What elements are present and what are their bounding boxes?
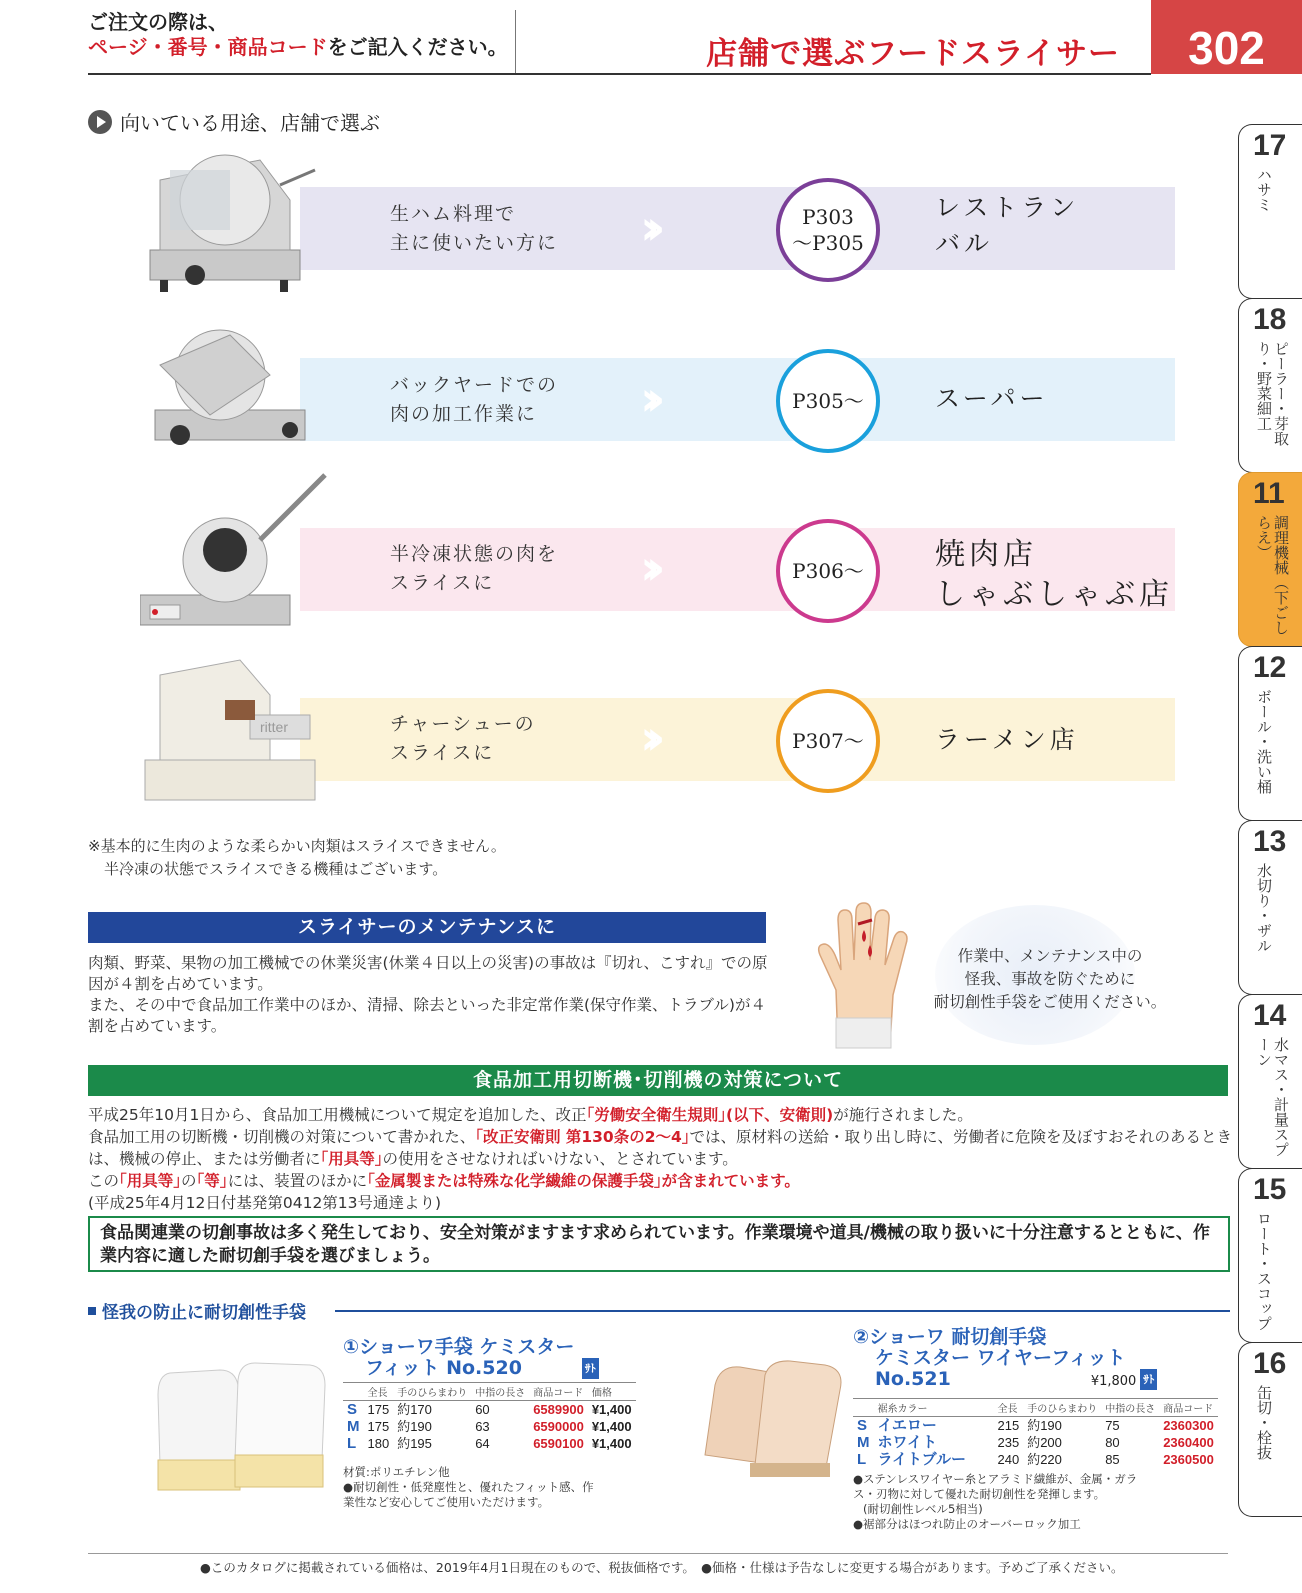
footer-rule [88, 1553, 1228, 1554]
page-ref-4: P307〜 [792, 729, 864, 753]
tab-label: 水マス・計量スプーン [1255, 1037, 1290, 1157]
glove-recommendation-line2: 怪我、事故を防ぐために [964, 970, 1136, 988]
regulation-line-1 [88, 1104, 1238, 1126]
regulation-l3a: この [88, 1172, 120, 1190]
length-cell: 215 [997, 1418, 1020, 1433]
palm-cell: 約190 [1027, 1418, 1062, 1433]
regulation-l3b: の [181, 1172, 197, 1190]
finger-cell: 60 [475, 1402, 490, 1417]
usage-purpose-2 [390, 371, 558, 429]
maintenance-paragraph-2: また、その中で食品加工作業中のほか、清掃、除去といった非定常作業(保守作業、トラブル)が４割を占めています。 [88, 996, 766, 1035]
product-1-name-line1: ①ショーワ手袋 ケミスター [343, 1336, 575, 1358]
size-cell: L [347, 1435, 357, 1452]
store-type-2 [935, 381, 1049, 417]
store-type-1-line1: レストラン [935, 193, 1080, 222]
section-heading-text: 向いている用途、店舗で選ぶ [120, 111, 380, 135]
tab-label: ハサミ [1255, 167, 1273, 212]
page-ref-1-line2: 〜P305 [792, 231, 864, 255]
regulation-l1b: が施行されました。 [833, 1106, 973, 1124]
table-row [343, 1418, 636, 1435]
spec-header: 手のひらまわり [393, 1383, 471, 1401]
price-cell: ¥1,400 [591, 1402, 632, 1417]
store-type-4 [935, 722, 1079, 758]
product-code-cell: 2360400 [1163, 1435, 1214, 1450]
product-code-cell: 2360300 [1163, 1418, 1214, 1433]
store-type-3-line1: 焼肉店 [935, 537, 1037, 572]
glove-recommendation-line3: 耐切創性手袋をご使用ください。 [933, 993, 1167, 1011]
product-2-desc-2: (耐切創性レベル5相当) [863, 1502, 983, 1516]
spec-header: 商品コード [1159, 1399, 1218, 1417]
chevron-right-icon: ›› [640, 710, 652, 766]
glove-recommendation-line1: 作業中、メンテナンス中の [957, 947, 1143, 965]
table-row [343, 1435, 636, 1452]
table-row [343, 1401, 636, 1419]
price-cell: ¥1,400 [591, 1419, 632, 1434]
length-cell: 175 [367, 1419, 390, 1434]
spec-header: 全長 [994, 1399, 1024, 1417]
palm-cell: 約170 [397, 1402, 432, 1417]
product-code-cell: 6589900 [533, 1402, 584, 1417]
usage-note-line1: ※基本的に生肉のような柔らかい肉類はスライスできません。 [88, 837, 506, 855]
product-2-desc-1: ●ステンレスワイヤー糸とアラミド繊維が、金属・ガラス・刃物に対して優れた耐切創性を発揮します。 [853, 1472, 1138, 1501]
store-type-1 [935, 190, 1079, 262]
spec-header-row [343, 1383, 636, 1401]
usage-purpose-3-line1: 半冷凍状態の肉を [390, 543, 559, 565]
spec-header: 価格 [588, 1383, 636, 1401]
tab-number: 17 [1253, 129, 1287, 162]
product-2-name-line2: ケミスター ワイヤーフィット [875, 1347, 1126, 1369]
play-arrow-icon [88, 110, 112, 134]
tab-number: 16 [1253, 1347, 1287, 1380]
regulation-l2r2: ｢用具等｣ [320, 1150, 383, 1168]
footer-note: ●このカタログに掲載されている価格は、2019年4月1日現在のもので、税抜価格です。 ●価格・仕様は予告なしに変更する場合があります。予めご了承ください。 [200, 1560, 1124, 1575]
slicer-machine-image-2 [140, 315, 330, 470]
page-ref-3: P306〜 [792, 559, 864, 583]
white-glove-image [150, 1355, 340, 1500]
tab-number: 15 [1253, 1173, 1287, 1206]
regulation-source: (平成25年4月12日付基発第0412第13号通達より) [88, 1194, 442, 1212]
product-2-description [853, 1472, 1153, 1532]
length-cell: 175 [367, 1402, 390, 1417]
usage-purpose-4-line2: スライスに [390, 742, 495, 764]
color-cell: ライトブルー [877, 1451, 967, 1468]
usage-purpose-1 [390, 200, 558, 258]
wire-glove-image [695, 1355, 855, 1485]
tab-number: 18 [1253, 303, 1287, 336]
tab-label: 水切り・ザル [1255, 863, 1273, 953]
size-cell: S [347, 1401, 358, 1418]
page-ref-circle-1 [776, 178, 880, 282]
tab-label: 調理機械（下ごしらえ） [1255, 515, 1290, 635]
safety-callout: 食品関連業の切創事故は多く発生しており、安全対策がますます求められています。作業環境や道具/機械の取り扱いに十分注意するとともに、作業内容に適した耐切創手袋を選びましょう。 [88, 1216, 1230, 1272]
product-code-cell: 6590100 [533, 1436, 584, 1451]
product-2-tag: ｻﾄ [1140, 1369, 1157, 1390]
tab-17[interactable] [1238, 124, 1302, 299]
product-2-desc-3: ●裾部分はほつれ防止のオーバーロック加工 [853, 1517, 1081, 1531]
square-bullet-icon [88, 1307, 96, 1315]
section-heading [88, 107, 380, 136]
gloves-heading-rule [335, 1310, 1230, 1312]
regulation-l2c: の使用をさせなければいけない、とされています。 [382, 1150, 738, 1168]
table-row [853, 1434, 1218, 1451]
tab-number: 13 [1253, 825, 1287, 858]
spec-header [853, 1399, 874, 1417]
spec-header: 全長 [364, 1383, 394, 1401]
product-2-name [853, 1327, 1157, 1392]
regulation-line-2 [88, 1126, 1238, 1170]
regulation-l2r: ｢改正安衛則 第130条の2〜4｣ [475, 1128, 690, 1146]
palm-cell: 約195 [397, 1436, 432, 1451]
tab-label: ボール・洗い桶 [1255, 689, 1273, 794]
color-cell: ホワイト [877, 1434, 938, 1451]
slicer-machine-image-3 [140, 470, 330, 645]
chevron-right-icon: ›› [640, 540, 652, 596]
length-cell: 240 [997, 1452, 1020, 1467]
product-1-name-line2: フィット No.520 [365, 1357, 522, 1379]
regulation-l1r: ｢労働安全衛生規則｣(以下、安衛則) [586, 1106, 834, 1124]
usage-purpose-3-line2: スライスに [390, 572, 495, 594]
product-1-spec-table [343, 1382, 636, 1452]
tab-15[interactable] [1238, 1168, 1302, 1343]
regulation-line-3 [88, 1170, 1238, 1192]
finger-cell: 64 [475, 1436, 490, 1451]
palm-cell: 約190 [397, 1419, 432, 1434]
finger-cell: 80 [1105, 1435, 1120, 1450]
glove-recommendation [920, 945, 1180, 1014]
spec-header: 中指の長さ [471, 1383, 529, 1401]
order-note [88, 10, 516, 74]
tab-16[interactable] [1238, 1342, 1302, 1517]
product-2-price: ¥1,800 [1090, 1374, 1137, 1389]
tab-18[interactable] [1238, 298, 1302, 473]
tab-label: ピーラー・芽取り・野菜細工 [1255, 341, 1290, 446]
chevron-right-icon: ›› [640, 371, 652, 427]
ritter-logo: ritter [260, 719, 288, 735]
usage-purpose-3 [390, 540, 558, 598]
tab-13[interactable] [1238, 820, 1302, 995]
tab-number: 11 [1253, 477, 1285, 510]
usage-purpose-4 [390, 710, 536, 768]
header-rule [88, 73, 1151, 75]
injured-hand-icon [808, 900, 918, 1050]
page-ref-1-line1: P303 [802, 205, 854, 229]
product-1-description [343, 1465, 603, 1510]
usage-purpose-4-line1: チャーシューの [390, 713, 536, 735]
order-note-highlight: ページ・番号・商品コード [88, 35, 328, 59]
finger-cell: 85 [1105, 1452, 1120, 1467]
store-type-3-line2: しゃぶしゃぶ店 [935, 577, 1173, 612]
tab-label: 缶切・栓抜 [1255, 1385, 1273, 1460]
spec-header: 裾糸カラー [874, 1399, 994, 1417]
gloves-heading-text: 怪我の防止に耐切創性手袋 [102, 1303, 306, 1323]
order-note-line2 [88, 34, 515, 60]
color-cell: イエロー [877, 1417, 937, 1434]
regulation-l3r2: ｢等｣ [196, 1172, 228, 1190]
tab-number: 14 [1253, 999, 1287, 1032]
product-1-name-line2-row [343, 1358, 599, 1379]
palm-cell: 約220 [1027, 1452, 1062, 1467]
size-cell: L [857, 1451, 867, 1468]
size-cell: M [857, 1434, 870, 1451]
spec-header: 手のひらまわり [1023, 1399, 1101, 1417]
table-row [853, 1451, 1218, 1468]
finger-cell: 75 [1105, 1418, 1120, 1433]
regulation-l1a: 平成25年10月1日から、食品加工用機械について規定を追加した、改正 [88, 1106, 587, 1124]
spec-header: 中指の長さ [1101, 1399, 1159, 1417]
regulation-l3c: には、装置のほかに [227, 1172, 368, 1190]
order-note-rest: をご記入ください。 [327, 35, 508, 59]
usage-purpose-1-line2: 主に使いたい方に [390, 232, 559, 254]
usage-note [88, 835, 506, 881]
tab-label: ロート・スコップ [1255, 1211, 1273, 1331]
product-2-name-line1: ②ショーワ 耐切創手袋 [853, 1326, 1047, 1348]
chevron-right-icon: ›› [640, 200, 652, 256]
page-ref-circle-3 [776, 519, 880, 623]
product-2-name-line3: No.521 [875, 1368, 951, 1390]
order-note-line1: ご注文の際は、 [88, 10, 228, 34]
finger-cell: 63 [475, 1419, 490, 1434]
size-cell: M [347, 1418, 360, 1435]
store-type-1-line2: バル [935, 229, 994, 258]
tab-14[interactable] [1238, 994, 1302, 1169]
product-2-name-line3-row [853, 1369, 1157, 1392]
tab-number: 12 [1253, 651, 1287, 684]
tab-12[interactable] [1238, 646, 1302, 821]
page-ref-circle-4 [776, 689, 880, 793]
store-type-4-line1: ラーメン店 [935, 725, 1079, 754]
store-type-3 [935, 535, 1173, 615]
maintenance-title: スライサーのメンテナンスに [88, 912, 766, 943]
maintenance-text [88, 953, 778, 1037]
regulation-text [88, 1104, 1238, 1214]
product-1-tag: ｻﾄ [582, 1358, 599, 1379]
regulation-title: 食品加工用切断機･切削機の対策について [88, 1065, 1228, 1096]
store-type-2-line1: スーパー [935, 384, 1049, 413]
slicer-machine-image-4 [140, 655, 330, 815]
regulation-l3r1: ｢用具等｣ [119, 1172, 182, 1190]
regulation-l2a: 食品加工用の切断機・切削機の対策について書かれた、 [88, 1128, 476, 1146]
usage-purpose-1-line1: 生ハム料理で [390, 203, 517, 225]
product-code-cell: 2360500 [1163, 1452, 1214, 1467]
tab-11[interactable] [1238, 472, 1302, 647]
product-1-desc: ●耐切創性・低発塵性と、優れたフィット感、作業性など安心してご使用いただけます。 [343, 1480, 594, 1509]
page-ref-circle-2 [776, 349, 880, 453]
page-title: 店舗で選ぶフードスライサー [706, 36, 1120, 72]
price-cell: ¥1,400 [591, 1436, 632, 1451]
product-1-material: 材質:ポリエチレン他 [343, 1465, 450, 1479]
spec-header [343, 1383, 364, 1401]
regulation-l2b: では、原材料の送給・取り出し時に、労働者に危険を及ぼすおそれのあるときは、機械の停止、または労働者に [88, 1128, 1233, 1168]
page-ref-2: P305〜 [792, 389, 864, 413]
slicer-machine-image-1 [140, 140, 330, 305]
product-1-name [343, 1337, 599, 1379]
spec-header: 商品コード [529, 1383, 588, 1401]
usage-note-line2: 半冷凍の状態でスライスできる機種はございます。 [104, 860, 448, 878]
product-2-spec-table [853, 1398, 1218, 1468]
regulation-l3r3: ｢金属製または特殊な化学繊維の保護手袋｣が含まれています。 [367, 1172, 800, 1190]
usage-purpose-2-line1: バックヤードでの [390, 374, 559, 396]
usage-purpose-2-line2: 肉の加工作業に [390, 403, 538, 425]
table-row [853, 1417, 1218, 1435]
spec-header-row [853, 1399, 1218, 1417]
length-cell: 180 [367, 1436, 390, 1451]
gloves-heading [88, 1298, 306, 1323]
size-cell: S [857, 1417, 868, 1434]
page-number: 302 [1151, 0, 1302, 74]
maintenance-paragraph-1: 肉類、野菜、果物の加工機械での休業災害(休業４日以上の災害)の事故は『切れ、こすれ』での原因が４割を占めています。 [88, 954, 768, 993]
product-code-cell: 6590000 [533, 1419, 584, 1434]
length-cell: 235 [997, 1435, 1020, 1450]
palm-cell: 約200 [1027, 1435, 1062, 1450]
